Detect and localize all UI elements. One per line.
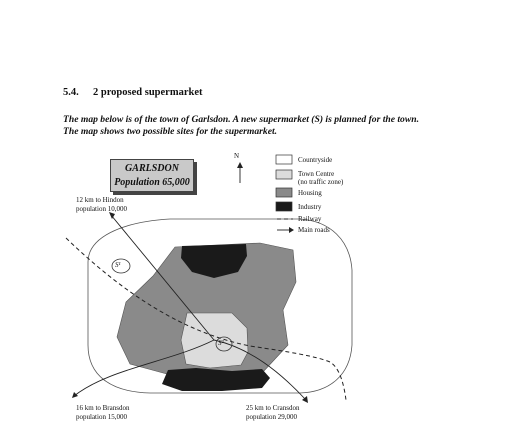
- legend-swatch-countryside: [276, 155, 292, 164]
- industry-south: [162, 368, 270, 391]
- legend-town-centre: Town Centre: [298, 170, 335, 178]
- intro-line-2: The map shows two possible sites for the supermarket.: [63, 126, 278, 137]
- site-s1-label: S¹: [115, 261, 121, 269]
- north-arrow-head: [237, 162, 243, 168]
- map-title: GARLSDON: [125, 163, 179, 174]
- section-number: 5.4.: [63, 87, 79, 98]
- section-title: 2 proposed supermarket: [93, 87, 203, 98]
- legend-housing: Housing: [298, 189, 322, 197]
- legend-town-centre-sub: (no traffic zone): [298, 178, 344, 186]
- map-title-box: [110, 159, 194, 192]
- legend-railway: Railway: [298, 215, 322, 223]
- intro-line-1: The map below is of the town of Garlsdon. A new supermarket (S) is planned for the town.: [63, 114, 419, 125]
- cransdon-label: 25 km to Cransdon population 29,000: [246, 404, 300, 421]
- site-s2-label: S²: [218, 339, 224, 347]
- legend-main-roads: Main roads: [298, 226, 330, 234]
- map-population: Population 65,000: [114, 177, 190, 188]
- north-label: N: [234, 152, 240, 160]
- arrow-hindon: [109, 212, 115, 219]
- legend-swatch-industry: [276, 202, 292, 211]
- arrow-bransdon: [72, 392, 78, 398]
- hindon-label: 12 km to Hindon population 10,000: [76, 196, 127, 213]
- legend-swatch-town-centre: [276, 170, 292, 179]
- legend-swatch-housing: [276, 188, 292, 197]
- bransdon-label: 16 km to Bransdon population 15,000: [76, 404, 130, 421]
- legend-countryside: Countryside: [298, 156, 333, 164]
- legend-industry: Industry: [298, 203, 322, 211]
